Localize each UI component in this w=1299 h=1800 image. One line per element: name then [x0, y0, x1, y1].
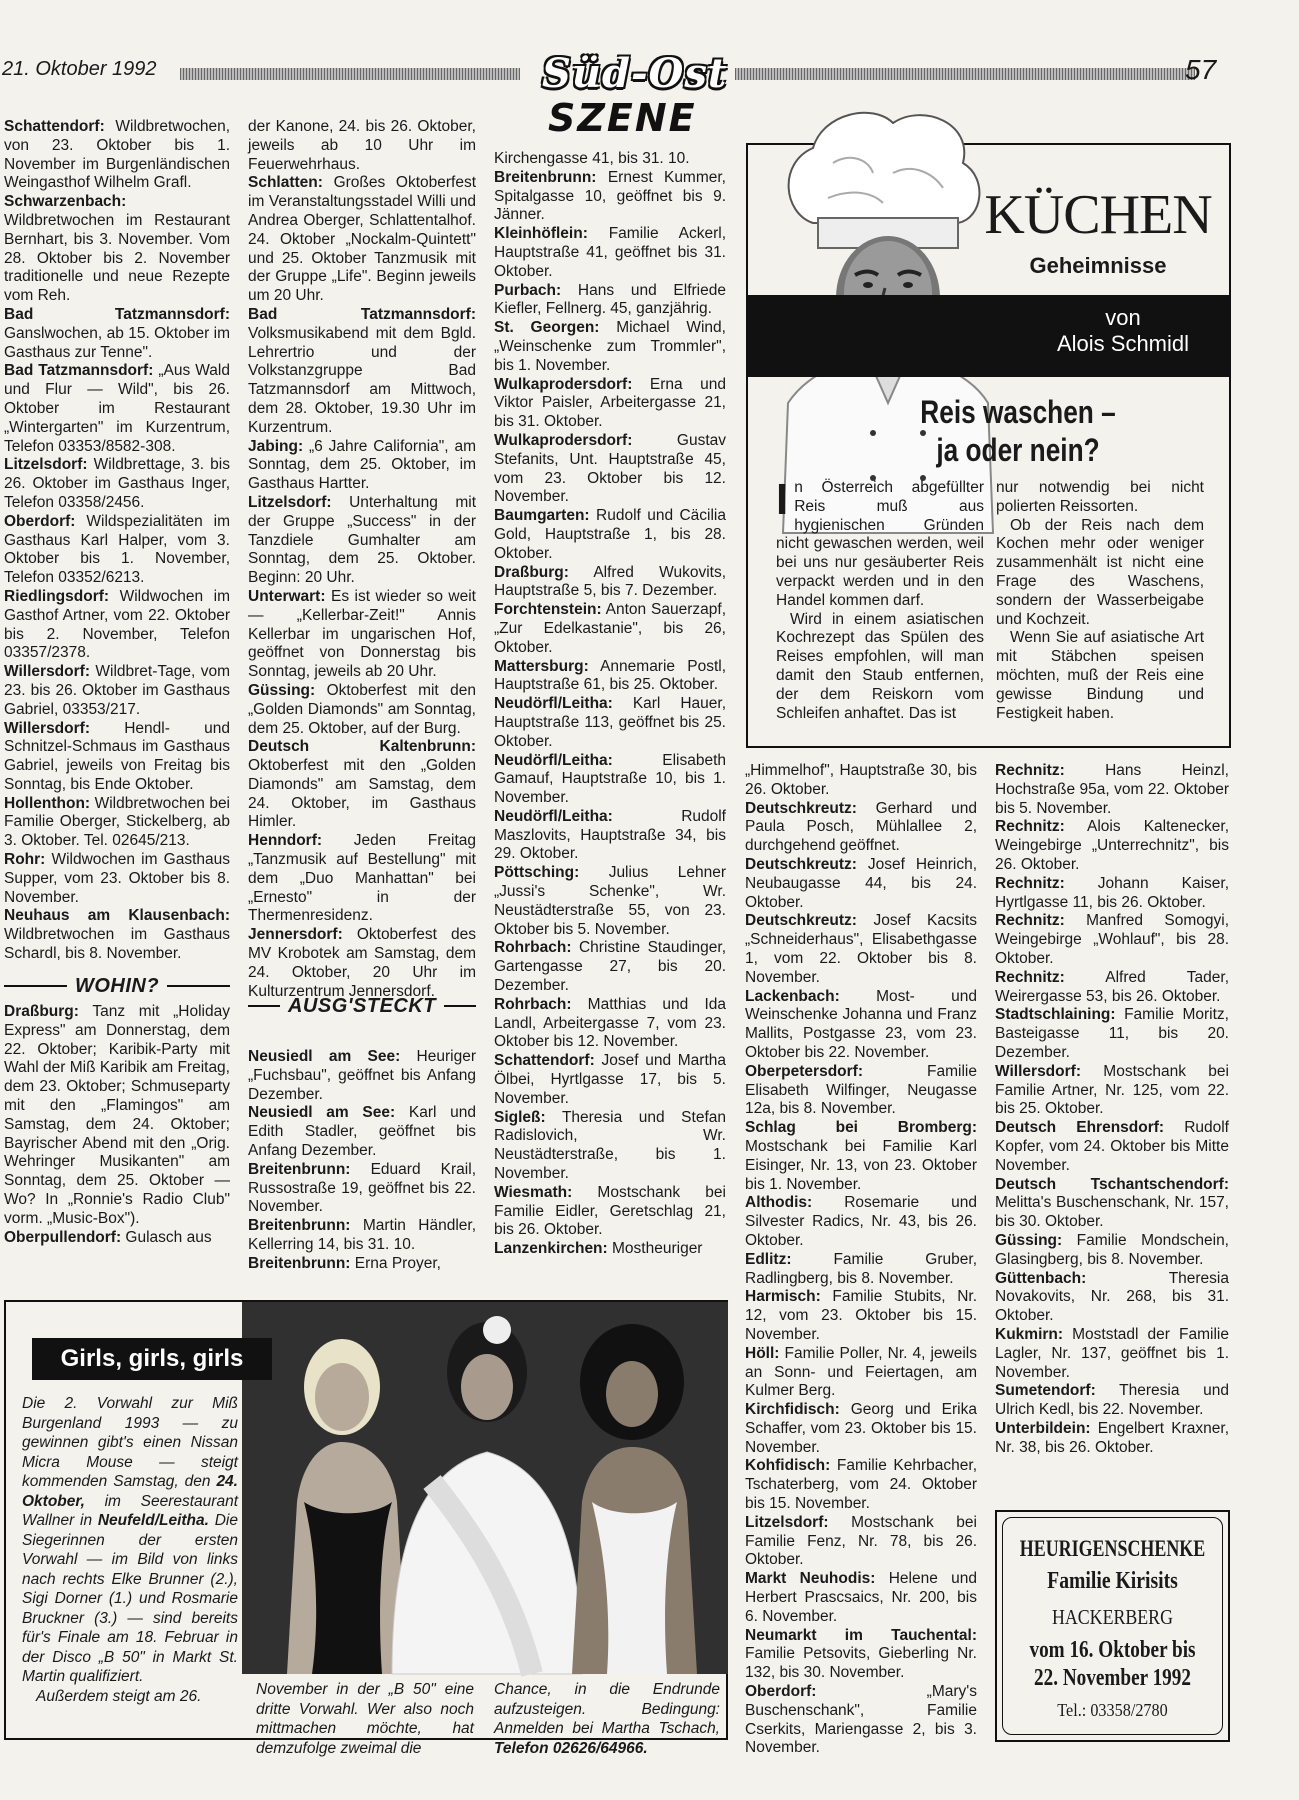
- listing-details: Alois Kaltenecker, Weingebirge „Unterrechnitz", bis 26. Oktober.: [995, 818, 1229, 873]
- page-number: 57: [1185, 54, 1217, 85]
- ad-title: HEURIGENSCHENKE: [1019, 1536, 1206, 1561]
- caption-date: 24. Oktober,: [22, 1473, 238, 1510]
- listing-location: Deutsch Kaltenbrunn:: [248, 738, 476, 756]
- listing-entry: [745, 856, 977, 912]
- listing-entry: [4, 795, 230, 851]
- listing-details: Familie Gruber, Radlingberg, bis 8. November.: [745, 1250, 978, 1287]
- listing-location: Deutsch Tschantschendorf:: [995, 1175, 1229, 1193]
- listing-location: Wiesmath:: [494, 1183, 573, 1201]
- listing-entry: [494, 432, 726, 507]
- listing-entry: [995, 1176, 1229, 1232]
- listing-location: Schlag bei Bromberg:: [745, 1119, 977, 1137]
- listing-details: Tanz mit „Holiday Express" am Donnerstag, dem 22. Oktober; Karibik-Party mit Wahl der Miß Karibik am Freitag, dem 23. Oktober; Schmuseparty mit den „Flamingos" am Samstag, dem 24. Oktober; Bayrischer Abend mit den „Orig. Wehringer Musikanten" am Sonntag, dem 25. Oktober — Wo? In „Ronnie's Radio Club" vorm. „Music-Box").: [4, 1003, 230, 1227]
- listing-details: Ganslwochen, ab 15. Oktober im Gasthaus zur Tenne".: [4, 324, 230, 361]
- listing-entry: [995, 818, 1229, 874]
- listing-location: Forchtenstein:: [494, 601, 602, 619]
- listing-details: Theresia und Stefan Radislovich, Wr. Neustädterstraße, bis 1. November.: [494, 1108, 726, 1183]
- listing-details: Mostheuriger: [612, 1240, 703, 1258]
- listing-details: Rudolf und Cäcilia Gold, Hauptstraße 1, bis 28. Oktober.: [494, 507, 726, 562]
- listing-location: Neudörfl/Leitha:: [494, 751, 613, 769]
- listing-entry: [494, 996, 726, 1052]
- listing-entry: [494, 808, 726, 864]
- listing-location: Oberdorf:: [745, 1683, 817, 1701]
- listing-details: Wildbretwochen, von 23. Oktober bis 1. November im Burgenländischen Weingasthof Wilhelm Grafl.: [4, 118, 230, 192]
- listing-entry: [4, 1003, 230, 1229]
- listing-details: Gerhard und Paula Posch, Mühlallee 2, durchgehend geöffnet.: [745, 799, 977, 855]
- caption-text: Die 2. Vorwahl zur Miß Burgenland 1993 — zu gewinnen gibt's einen Nissan Micra Mouse — steigt kommenden Samstag, den: [22, 1395, 238, 1490]
- byline-von: von: [1105, 305, 1141, 330]
- listing-location: Draßburg:: [4, 1003, 79, 1020]
- listing-entry: [995, 762, 1229, 818]
- listing-entry: [4, 663, 230, 719]
- listing-details: Großes Oktoberfest im Veranstaltungsstadel Willi und Andrea Oberger, Schlattentalhof. 24. Oktober „Nockalm-Quintett" und 25. Oktober Tanzmusik mit der Gruppe „Life". Beginn jeweils um 20 Uhr.: [248, 174, 477, 305]
- listing-entry: [494, 1240, 726, 1259]
- listing-details: Most- und Weinschenke Johanna und Franz Mallits, Postgasse 23, vom 23. Oktober bis 22. November.: [745, 987, 977, 1061]
- listing-details: Familie Ackerl, Hauptstraße 41, geöffnet bis 31. Oktober.: [494, 225, 726, 280]
- listing-details: Theresia Novakovits, Nr. 268, bis 31. Oktober.: [995, 1269, 1229, 1325]
- listing-details: Erna und Viktor Paisler, Arbeitergasse 21, bis 31. Oktober.: [494, 375, 726, 431]
- listing-location: Neudörfl/Leitha:: [494, 807, 613, 825]
- listing-location: Breitenbrunn:: [494, 168, 597, 186]
- listing-entry: [745, 1288, 977, 1344]
- listing-location: Bad Tatzmannsdorf:: [4, 305, 230, 323]
- kitchen-para: [776, 475, 984, 611]
- ad-dates: [1001, 1636, 1224, 1692]
- listing-entry: [248, 1217, 476, 1255]
- listing-entry: [494, 169, 726, 225]
- listing-details: Engelbert Kraxner, Nr. 38, bis 26. Oktober.: [995, 1419, 1229, 1456]
- listing-details: Hendl- und Schnitzel-Schmaus im Gasthaus Gabriel, jeweils von Freitag bis Sonntag, bis Ende Oktober.: [4, 719, 230, 793]
- listing-entry: [4, 456, 230, 512]
- caption-place: Neufeld/Leitha.: [97, 1512, 209, 1529]
- listing-details: Oktoberfest mit den „Golden Diamonds" am Sonntag, dem 25. Oktober, auf der Burg.: [248, 681, 476, 737]
- listing-details: „Himmelhof", Hauptstraße 30, bis 26. Oktober.: [745, 762, 977, 798]
- ad-family: Familie Kirisits: [1047, 1568, 1178, 1594]
- listing-entry: [248, 1161, 476, 1217]
- listing-entry: [745, 1627, 977, 1683]
- kitchen-para: Wird in einem asiatischen Kochrezept das Spülen des Reises empfohlen, will man damit den Staub entfernen, der dem Reiskorn vom Schleifen anhaftet. Das ist: [776, 610, 984, 722]
- sued-ost-szene-logo: [522, 50, 734, 148]
- listing-entry: [745, 1457, 977, 1513]
- column-heurigen-listings-2: [494, 150, 726, 1259]
- listing-location: St. Georgen:: [494, 319, 600, 337]
- listing-details: Anton Sauerzapf, „Zur Edelkastanie", bis 26, Oktober.: [494, 601, 727, 656]
- listing-entry: [248, 926, 476, 1001]
- listing-details: Josef und Martha Ölbei, Hyrtlgasse 17, bis 5. November.: [494, 1052, 726, 1107]
- listing-location: Rechnitz:: [995, 874, 1065, 892]
- listing-location: Willersdorf:: [995, 1062, 1081, 1080]
- listing-entry: [995, 1270, 1229, 1326]
- listing-location: Schattendorf:: [4, 118, 105, 135]
- listing-details: Melitta's Buschenschank, Nr. 157, bis 30. Oktober.: [995, 1194, 1229, 1231]
- listing-details: Hans und Elfriede Kiefler, Fellnerg. 45, ganzjährig.: [494, 281, 726, 318]
- listing-entry: [745, 1194, 977, 1250]
- listing-location: Neusiedl am See:: [248, 1104, 396, 1122]
- listing-details: Rudolf Maszlovits, Hauptstraße 34, bis 29. Oktober.: [494, 807, 726, 863]
- listing-location: Breitenbrunn:: [248, 1160, 351, 1178]
- caption-text: Die Siegerinnen der ersten Vorwahl — im Bild von links nach rechts Elke Brunner (2.), Sigi Dorner (1.) und Rosmarie Bruckner (3.) — sind bereits für's Finale am 18. Februar in der Disco „B 50" in Markt St. Martin qualifiziert.: [22, 1512, 238, 1685]
- listing-entry: [745, 800, 977, 856]
- listing-location: Edlitz:: [745, 1250, 792, 1268]
- caption-text: im Seerestaurant Wallner in: [22, 1492, 239, 1529]
- listing-location: Rechnitz:: [995, 968, 1065, 986]
- listing-entry: [995, 1119, 1229, 1175]
- listing-location: Oberpullendorf:: [4, 1228, 122, 1246]
- listing-entry: [745, 762, 977, 800]
- listing-entry: [995, 875, 1229, 913]
- listing-details: Jeden Freitag „Tanzmusik auf Bestellung" mit dem „Duo Manhattan" bei „Ernesto" in der Thermenresidenz.: [248, 832, 477, 925]
- listing-entry: [494, 1052, 726, 1108]
- listing-location: Rohr:: [4, 851, 46, 869]
- listing-location: Markt Neuhodis:: [745, 1570, 876, 1588]
- listing-details: Mostschank bei Familie Eidler, Geretschlag 21, bis 26. Oktober.: [494, 1183, 726, 1239]
- listing-details: Erna Proyer,: [354, 1254, 441, 1272]
- listing-entry: [4, 1229, 230, 1248]
- listing-details: Familie Mondschein, Glasingberg, bis 8. November.: [995, 1231, 1229, 1268]
- listing-location: Deutschkreutz:: [745, 799, 857, 817]
- listing-location: Neusiedl am See:: [248, 1048, 401, 1065]
- listing-entry: [745, 1063, 977, 1119]
- listing-location: Baumgarten:: [494, 507, 590, 525]
- listing-location: Oberdorf:: [4, 512, 76, 530]
- listing-details: Oktoberfest des MV Krobotek am Samstag, dem 24. Oktober, 20 Uhr im Kulturzentrum Jennersdorf.: [248, 926, 477, 1000]
- listing-details: Alfred Wukovits, Hauptstraße 5, bis 7. Dezember.: [494, 563, 726, 600]
- listing-entry: [494, 1184, 726, 1240]
- listing-details: Rudolf Kopfer, vom 24. Oktober bis Mitte November.: [995, 1119, 1229, 1174]
- kitchen-para: nur notwendig bei nicht polierten Reissorten.: [996, 479, 1204, 515]
- kitchen-para-text: n Österreich abgefüllter Reis muß aus hygienischen Gründen nicht gewaschen werden, weil bei uns nur gesäuberter Reis verpackt werden und in den Handel kommen darf.: [776, 479, 984, 609]
- listing-entry: [494, 601, 726, 657]
- listing-details: Familie Kehrbacher, Tschaterberg, vom 24. Oktober bis 15. November.: [745, 1457, 977, 1513]
- listing-details: Karl und Edith Stadler, geöffnet bis Anfang Dezember.: [248, 1104, 477, 1159]
- listing-details: Moststadl der Familie Lagler, Nr. 137, geöffnet bis 1. November.: [995, 1325, 1229, 1381]
- listing-entry: [4, 588, 230, 663]
- listing-location: Bad Tatzmannsdorf:: [248, 305, 476, 323]
- listing-details: Christine Staudinger, Gartengasse 27, bis 20. Dezember.: [494, 939, 727, 995]
- listing-location: Litzelsdorf:: [745, 1513, 829, 1531]
- listing-entry: [745, 1119, 977, 1194]
- listing-entry: [995, 1006, 1229, 1062]
- listing-location: Deutschkreutz:: [745, 855, 857, 873]
- listing-details: Wildbretwochen bei Familie Oberger, Stickelberg, ab 3. Oktober. Tel. 02645/213.: [4, 794, 231, 850]
- listing-entry: [745, 1683, 977, 1758]
- listing-details: „Aus Wald und Flur — Wild", bis 26. Oktober im Restaurant „Wintergarten" im Kurzentrum, Telefon 03353/8582-308.: [4, 362, 230, 455]
- listing-entry: [745, 1401, 977, 1457]
- kitchen-title: KÜCHEN: [984, 184, 1212, 246]
- listing-details: Alfred Tader, Weirergasse 53, bis 26. Oktober.: [995, 968, 1229, 1005]
- listing-location: Sigleß:: [494, 1108, 546, 1126]
- listing-location: Bad Tatzmannsdorf:: [4, 362, 154, 380]
- column-wohin-listings: [4, 1003, 230, 1247]
- listing-entry: [995, 1382, 1229, 1420]
- listing-entry: [494, 864, 726, 939]
- listing-details: Es ist wieder so weit — „Kellerbar-Zeit!" Annis Kellerbar im ungarischen Hof, geöffnet von Donnerstag bis Sonntag, jeweils ab 20 Uhr.: [248, 587, 476, 681]
- kitchen-headline: [846, 393, 1190, 469]
- listing-details: Heuriger „Fuchsbau", geöffnet bis Anfang Dezember.: [248, 1048, 476, 1103]
- kitchen-para: Wenn Sie auf asiatische Art mit Stäbchen speisen möchten, muß der Reis eine gewisse Bindung und Festigkeit haben.: [996, 629, 1204, 722]
- headline-line-1: Reis waschen –: [920, 394, 1116, 430]
- listing-location: Kukmirn:: [995, 1325, 1064, 1343]
- listing-entry: [248, 1104, 476, 1160]
- listing-entry: [494, 282, 726, 320]
- listing-details: Rosemarie und Silvester Radics, Nr. 43, bis 26. Oktober.: [745, 1194, 978, 1249]
- listing-location: Neuhaus am Klausenbach:: [4, 907, 230, 925]
- listing-details: Wildspezialitäten im Gasthaus Karl Halper, vom 3. Oktober bis 1. November, Telefon 03352/6213.: [4, 512, 230, 587]
- listing-details: Ernest Kummer, Spitalgasse 10, geöffnet bis 9. Jänner.: [494, 168, 726, 224]
- kitchen-text-column-2: [996, 479, 1204, 723]
- listing-location: Schattendorf:: [494, 1052, 595, 1070]
- column-heurigen-listings-4: [995, 762, 1229, 1457]
- listing-location: Lanzenkirchen:: [494, 1240, 608, 1258]
- girls-banner: Girls, girls, girls: [32, 1338, 272, 1380]
- listing-entry: [248, 306, 476, 438]
- listing-details: Wildwochen im Gasthaus Supper, vom 23. Oktober bis 8. November.: [4, 851, 230, 906]
- listing-entry: [4, 851, 230, 907]
- listing-details: Familie Poller, Nr. 4, jeweils an Sonn- und Feiertagen, am Kulmer Berg.: [745, 1344, 977, 1400]
- listing-entry: [248, 682, 476, 738]
- miss-burgenland-photo: [242, 1302, 728, 1674]
- listing-details: Wildbret-Tage, vom 23. bis 26. Oktober im Gasthaus Gabriel, 03353/217.: [4, 663, 230, 718]
- ad-place: HACKERBERG: [1051, 1605, 1173, 1629]
- section-heading-ausgsteckt: [248, 993, 476, 1019]
- listing-entry: [494, 939, 726, 995]
- listing-details: Michael Wind, „Weinschenke zum Trommler", bis 1. November.: [494, 319, 726, 374]
- listing-entry: [4, 118, 230, 193]
- headline-line-2: ja oder nein?: [936, 432, 1100, 468]
- listing-details: Mostschank bei Familie Fenz, Nr. 78, bis 26. Oktober.: [745, 1513, 977, 1569]
- listing-entry: [248, 174, 476, 306]
- listing-entry: [4, 720, 230, 795]
- listing-entry: [4, 907, 230, 963]
- listing-location: Rechnitz:: [995, 912, 1065, 930]
- listing-location: Güttenbach:: [995, 1269, 1087, 1287]
- listing-details: „Mary's Buschenschank", Familie Cserkits, Mariengasse 2, bis 3. November.: [745, 1683, 977, 1757]
- listing-details: Wildwochen im Gasthof Artner, vom 22. Oktober bis 2. November, Telefon 03357/2378.: [4, 587, 230, 662]
- listing-details: Annemarie Postl, Hauptstraße 61, bis 25. Oktober.: [494, 657, 726, 694]
- listing-entry: [745, 912, 977, 987]
- listing-details: der Kanone, 24. bis 26. Oktober, jeweils ab 10 Uhr im Feuerwehrhaus.: [248, 118, 476, 173]
- listing-location: Willersdorf:: [4, 663, 90, 681]
- header-rule-right: [735, 68, 1195, 80]
- listing-entry: [745, 1514, 977, 1570]
- listing-details: Kirchengasse 41, bis 31. 10.: [494, 150, 690, 167]
- kitchen-para: Ob der Reis nach dem Kochen mehr oder weniger zusammenhält ist nicht eine Frage des Waschens, sondern der Wasserbeigabe und Kochzeit.: [996, 516, 1204, 628]
- listing-location: Kirchfidisch:: [745, 1401, 840, 1419]
- listing-location: Neumarkt im Tauchental:: [745, 1626, 977, 1644]
- listing-entry: [494, 1109, 726, 1184]
- listing-details: Matthias und Ida Landl, Arbeitergasse 7, vom 23. Oktober bis 12. November.: [494, 995, 726, 1051]
- author-byline: [1028, 305, 1218, 357]
- listing-location: Henndorf:: [248, 832, 323, 850]
- listing-location: Lackenbach:: [745, 987, 840, 1005]
- listing-details: Wildbretwochen im Gasthaus Schardl, bis 8. November.: [4, 926, 230, 963]
- logo-bottom-text: SZENE: [548, 96, 697, 140]
- listing-entry: [4, 362, 230, 456]
- listing-entry: [4, 193, 230, 306]
- listing-location: Neudörfl/Leitha:: [494, 695, 613, 713]
- listing-details: Elisabeth Gamauf, Hauptstraße 10, bis 1. November.: [494, 751, 726, 807]
- section-heading-wohin: [4, 973, 230, 999]
- listing-location: Draßburg:: [494, 563, 569, 581]
- listing-details: Familie Stubits, Nr. 12, vom 23. Oktober bis 15. November.: [745, 1288, 977, 1343]
- listing-location: Unterwart:: [248, 587, 326, 605]
- listing-location: Höll:: [745, 1344, 780, 1362]
- ad-inner-frame: [1002, 1517, 1223, 1735]
- listing-details: „6 Jahre California", am Sonntag, dem 25. Oktober, im Gasthaus Hartter.: [248, 437, 476, 493]
- listing-location: Rohrbach:: [494, 995, 572, 1013]
- listing-entry: [995, 1420, 1229, 1458]
- column-heurigen-listings-1: [248, 1048, 476, 1274]
- listing-location: Wulkaprodersdorf:: [494, 375, 633, 393]
- listing-location: Stadtschlaining:: [995, 1006, 1116, 1024]
- listing-location: Schwarzenbach:: [4, 193, 127, 211]
- listing-location: Rechnitz:: [995, 762, 1065, 779]
- listing-entry: [745, 1570, 977, 1626]
- listing-location: Schlatten:: [248, 174, 323, 192]
- listing-entry: [494, 695, 726, 751]
- listing-entry: [494, 752, 726, 808]
- listing-location: Jennersdorf:: [248, 926, 343, 944]
- listing-entry: [494, 150, 726, 169]
- listing-location: Kohfidisch:: [745, 1457, 831, 1475]
- listing-details: Oktoberfest mit den „Golden Diamonds" am Samstag, dem 24. Oktober, im Gasthaus Himler.: [248, 757, 476, 831]
- listing-details: Josef Kacsits „Schneiderhaus", Elisabethgasse 1, vom 22. Oktober bis 8. November.: [745, 912, 977, 986]
- girls-caption-1: [22, 1394, 238, 1706]
- ad-dates-from: vom 16. Oktober bis: [1029, 1637, 1196, 1663]
- listing-entry: [494, 658, 726, 696]
- section-title-wohin: WOHIN?: [74, 974, 160, 997]
- listing-details: Familie Moritz, Basteigasse 11, bis 20. Dezember.: [995, 1006, 1229, 1061]
- listing-details: Gulasch aus: [125, 1228, 212, 1246]
- listing-location: Althodis:: [745, 1194, 813, 1212]
- listing-entry: [494, 376, 726, 432]
- listing-location: Willersdorf:: [4, 719, 90, 737]
- listing-details: Volksmusikabend mit dem Bgld. Lehrertrio und der Volkstanzgruppe Bad Tatzmannsdorf am Mittwoch, dem 28. Oktober, 19.30 Uhr im Kurzentrum.: [248, 324, 476, 436]
- listing-entry: [248, 494, 476, 588]
- listing-entry: [248, 1255, 476, 1274]
- listing-entry: [995, 1232, 1229, 1270]
- listing-location: Jabing:: [248, 437, 304, 455]
- listing-details: Unterhaltung mit der Gruppe „Success" in der Tanzdiele Gumhalter am Sonntag, dem 25. Oktober. Beginn: 20 Uhr.: [248, 493, 476, 587]
- column-wild-listings: [4, 118, 230, 964]
- listing-details: Familie Elisabeth Wilfinger, Neugasse 12a, bis 8. November.: [745, 1062, 977, 1118]
- listing-entry: [995, 1063, 1229, 1119]
- listing-location: Riedlingsdorf:: [4, 587, 110, 605]
- listing-details: Helene und Herbert Prascsaics, Nr. 200, bis 6. November.: [745, 1570, 977, 1625]
- kitchen-secrets-box: [746, 143, 1231, 748]
- listing-location: Purbach:: [494, 281, 562, 299]
- listing-location: Unterbildein:: [995, 1419, 1091, 1437]
- listing-location: Kleinhöflein:: [494, 225, 588, 243]
- listing-details: Theresia und Ulrich Kedl, bis 22. November.: [995, 1382, 1229, 1419]
- listing-entry: [745, 988, 977, 1063]
- listing-location: Breitenbrunn:: [248, 1254, 351, 1272]
- column-heurigen-listings-3: [745, 762, 977, 1758]
- listing-details: Hans Heinzl, Hochstraße 95a, vom 22. Oktober bis 5. November.: [995, 762, 1229, 817]
- section-title-ausgsteckt: AUSG'STECKT: [287, 994, 437, 1017]
- listing-details: Mostschank bei Familie Artner, Nr. 125, vom 22. bis 25. Oktober.: [995, 1062, 1229, 1118]
- listing-entry: [494, 319, 726, 375]
- listing-details: Wildbretwochen im Restaurant Bernhart, bis 3. November. Vom 28. Oktober bis 2. November traditionelle und neue Rezepte vom Reh.: [4, 211, 230, 305]
- caption-phone: Telefon 02626/64966.: [494, 1739, 648, 1757]
- listing-entry: [745, 1251, 977, 1289]
- header-rule-left: [180, 68, 520, 80]
- listing-entry: [4, 306, 230, 362]
- listing-location: Oberpetersdorf:: [745, 1062, 863, 1080]
- listing-entry: [248, 1048, 476, 1104]
- listing-entry: [248, 438, 476, 494]
- listing-location: Deutsch Ehrensdorf:: [995, 1119, 1165, 1137]
- caption-text: Chance, in die Endrunde aufzusteigen. Bedingung: Anmelden bei Martha Tschach,: [494, 1681, 720, 1737]
- listing-location: Mattersburg:: [494, 657, 589, 675]
- listing-location: Hollenthon:: [4, 794, 91, 812]
- listing-details: Martin Händler, Kellerring 14, bis 31. 10.: [248, 1217, 477, 1253]
- listing-entry: [4, 513, 230, 588]
- byline-author: Alois Schmidl: [1056, 331, 1190, 356]
- listing-details: Josef Heinrich, Neubaugasse 44, bis 24. Oktober.: [745, 855, 978, 911]
- listing-entry: [248, 118, 476, 174]
- listing-entry: [494, 507, 726, 563]
- logo-top-text: Süd-Ost: [542, 50, 728, 97]
- listing-details: Johann Kaiser, Hyrtlgasse 11, bis 26. Oktober.: [995, 874, 1230, 911]
- listing-location: Sumetendorf:: [995, 1382, 1096, 1400]
- listing-entry: [745, 1345, 977, 1401]
- listing-details: Familie Petsovits, Gieberling Nr. 132, bis 30. November.: [745, 1645, 977, 1682]
- listing-details: Gustav Stefanits, Unt. Hauptstraße 45, vom 23. Oktober bis 12. November.: [494, 431, 726, 506]
- listing-details: Georg und Erika Schaffer, vom 23. Oktober bis 15. November.: [745, 1401, 977, 1456]
- listing-entry: [995, 1326, 1229, 1382]
- ad-phone: Tel.: 03358/2780: [1057, 1700, 1168, 1720]
- listing-location: Wulkaprodersdorf:: [494, 431, 633, 449]
- girls-caption-3: [494, 1680, 720, 1758]
- listing-location: Harmisch:: [745, 1288, 821, 1306]
- listing-entry: [494, 225, 726, 281]
- miss-burgenland-feature: [4, 1300, 728, 1757]
- listing-entry: [995, 969, 1229, 1007]
- ad-dates-to: 22. November 1992: [1034, 1665, 1191, 1691]
- dropcap: I: [776, 475, 789, 524]
- listing-location: Pöttsching:: [494, 864, 580, 882]
- listing-location: Deutschkreutz:: [745, 912, 857, 930]
- listing-location: Güssing:: [248, 681, 316, 699]
- kitchen-subtitle: Geheimnisse: [1029, 253, 1167, 278]
- listing-details: Karl Hauer, Hauptstraße 113, geöffnet bis 25. Oktober.: [494, 695, 726, 750]
- issue-date: 21. Oktober 1992: [2, 58, 157, 80]
- kitchen-text-column-1: [776, 475, 984, 723]
- listing-entry: [248, 738, 476, 832]
- listing-location: Rechnitz:: [995, 818, 1065, 836]
- listing-details: Mostschank bei Familie Karl Eisinger, Nr. 13, von 23. Oktober bis 1. November.: [745, 1137, 977, 1193]
- listing-entry: [248, 832, 476, 926]
- listing-entry: [248, 588, 476, 682]
- listing-details: Wildbrettage, 3. bis 26. Oktober im Gasthaus Inger, Telefon 03358/2456.: [4, 456, 230, 511]
- listing-entry: [995, 912, 1229, 968]
- column-events-listings: [248, 118, 476, 1001]
- listing-details: Julius Lehner „Jussi's Schenke", Wr. Neustädterstraße 55, von 23. Oktober bis 5. November.: [494, 864, 727, 938]
- listing-details: Eduard Krail, Russostraße 19, geöffnet bis 22. November.: [248, 1160, 477, 1216]
- listing-location: Güssing:: [995, 1231, 1063, 1249]
- listing-location: Litzelsdorf:: [248, 493, 332, 511]
- caption-text: Außerdem steigt am 26.: [36, 1687, 202, 1705]
- listing-location: Litzelsdorf:: [4, 456, 88, 474]
- heurigenschenke-ad: [995, 1510, 1230, 1742]
- listing-details: Manfred Somogyi, Weingebirge „Wohlauf", bis 28. Oktober.: [995, 912, 1229, 967]
- listing-entry: [494, 564, 726, 602]
- listing-location: Breitenbrunn:: [248, 1217, 351, 1235]
- listing-location: Rohrbach:: [494, 939, 572, 957]
- girls-caption-2: November in der „B 50" eine dritte Vorwahl. Wer also noch mittmachen möchte, hat demzufolge zweimal die: [256, 1681, 474, 1757]
